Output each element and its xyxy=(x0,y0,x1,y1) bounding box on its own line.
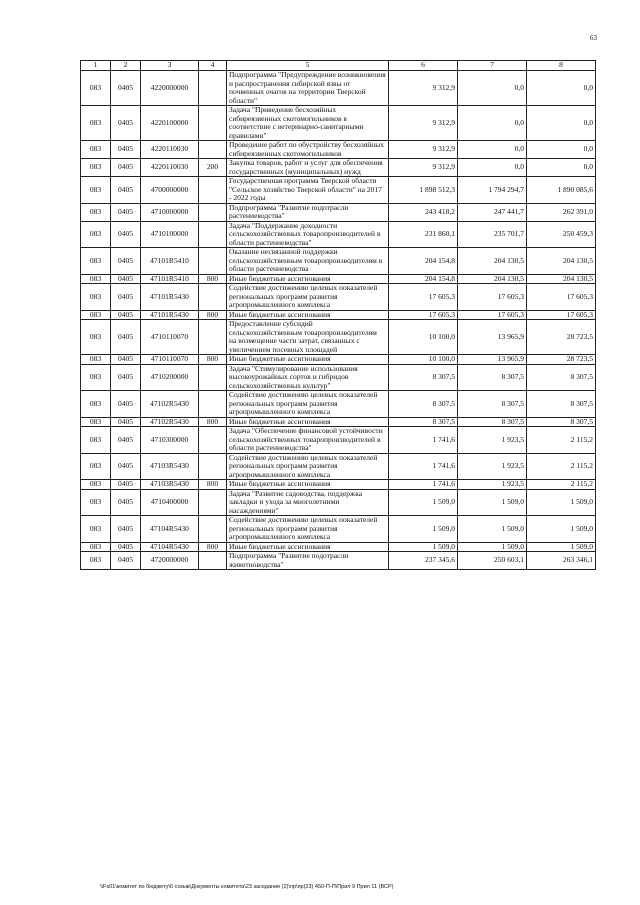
amount-col7-cell: 1 923,5 xyxy=(458,427,527,454)
expense-type-cell xyxy=(199,516,227,543)
ministry-code-cell: 083 xyxy=(81,159,111,177)
column-header-1: 1 xyxy=(81,61,111,71)
ministry-code-cell: 083 xyxy=(81,248,111,275)
description-cell: Содействие достижению целевых показателей региональных программ развития агропромышленного комплекса xyxy=(227,391,389,418)
amount-col8-cell: 0,0 xyxy=(527,106,596,141)
expense-type-cell xyxy=(199,284,227,311)
amount-col6-cell: 17 605,3 xyxy=(389,310,458,320)
ministry-code-cell: 083 xyxy=(81,71,111,106)
target-article-cell: 47101R5410 xyxy=(141,274,199,284)
ministry-code-cell: 083 xyxy=(81,391,111,418)
target-article-cell: 4220000000 xyxy=(141,71,199,106)
table-row xyxy=(81,552,596,570)
amount-col8-cell: 204 130,5 xyxy=(527,248,596,275)
amount-col6-cell: 9 312,9 xyxy=(389,159,458,177)
ministry-code-cell: 083 xyxy=(81,310,111,320)
expense-type-cell xyxy=(199,248,227,275)
table-row xyxy=(81,159,596,177)
amount-col6-cell: 1 741,6 xyxy=(389,453,458,480)
section-code-cell: 0405 xyxy=(111,141,141,159)
amount-col8-cell: 8 307,5 xyxy=(527,364,596,391)
amount-col7-cell: 0,0 xyxy=(458,159,527,177)
description-cell: Подпрограмма "Предупреждение возникновения и распространения сибирской язвы от почвенных очагов на территории Тверской области" xyxy=(227,71,389,106)
expense-type-cell xyxy=(199,453,227,480)
target-article-cell: 4710100000 xyxy=(141,221,199,248)
description-cell: Оказание несвязанной поддержки сельскохозяйственным товаропроизводителям в области растениеводства xyxy=(227,248,389,275)
expense-type-cell xyxy=(199,203,227,221)
ministry-code-cell: 083 xyxy=(81,516,111,543)
amount-col6-cell: 8 307,5 xyxy=(389,364,458,391)
amount-col8-cell: 250 459,3 xyxy=(527,221,596,248)
table-row xyxy=(81,542,596,552)
section-code-cell: 0405 xyxy=(111,274,141,284)
amount-col7-cell: 13 965,9 xyxy=(458,320,527,355)
description-cell: Задача "Поддержание доходности сельскохозяйственных товаропроизводителей в области растениеводства" xyxy=(227,221,389,248)
amount-col8-cell: 0,0 xyxy=(527,71,596,106)
expense-type-cell: 800 xyxy=(199,310,227,320)
amount-col6-cell: 1 509,0 xyxy=(389,516,458,543)
amount-col7-cell: 0,0 xyxy=(458,71,527,106)
amount-col8-cell: 1 890 085,6 xyxy=(527,177,596,204)
description-cell: Иные бюджетные ассигнования xyxy=(227,480,389,490)
description-cell: Содействие достижению целевых показателей региональных программ развития агропромышленного комплекса xyxy=(227,453,389,480)
section-code-cell: 0405 xyxy=(111,177,141,204)
table-row xyxy=(81,177,596,204)
target-article-cell: 4220100000 xyxy=(141,106,199,141)
description-cell: Закупка товаров, работ и услуг для обеспечения государственных (муниципальных) нужд xyxy=(227,159,389,177)
section-code-cell: 0405 xyxy=(111,248,141,275)
expense-type-cell xyxy=(199,489,227,516)
ministry-code-cell: 083 xyxy=(81,284,111,311)
table-row xyxy=(81,310,596,320)
section-code-cell: 0405 xyxy=(111,427,141,454)
target-article-cell: 47102R5430 xyxy=(141,391,199,418)
expense-type-cell: 800 xyxy=(199,542,227,552)
column-header-7: 7 xyxy=(458,61,527,71)
amount-col6-cell: 9 312,9 xyxy=(389,71,458,106)
target-article-cell: 4710110070 xyxy=(141,320,199,355)
section-code-cell: 0405 xyxy=(111,453,141,480)
target-article-cell: 47104R5430 xyxy=(141,542,199,552)
amount-col7-cell: 1 794 294,7 xyxy=(458,177,527,204)
expense-type-cell xyxy=(199,320,227,355)
table-row xyxy=(81,427,596,454)
amount-col6-cell: 9 312,9 xyxy=(389,106,458,141)
ministry-code-cell: 083 xyxy=(81,106,111,141)
ministry-code-cell: 083 xyxy=(81,417,111,427)
table-row xyxy=(81,417,596,427)
amount-col8-cell: 262 391,0 xyxy=(527,203,596,221)
amount-col6-cell: 1 509,0 xyxy=(389,542,458,552)
amount-col6-cell: 9 312,9 xyxy=(389,141,458,159)
amount-col8-cell: 1 509,0 xyxy=(527,516,596,543)
expense-type-cell xyxy=(199,141,227,159)
section-code-cell: 0405 xyxy=(111,320,141,355)
target-article-cell: 47102R5430 xyxy=(141,417,199,427)
description-cell: Подпрограмма "Развитие подотрасли растениеводства" xyxy=(227,203,389,221)
table-row xyxy=(81,106,596,141)
table-row xyxy=(81,141,596,159)
description-cell: Задача "Приведение бесхозяйных сибиреязвенных скотомогильников в соответствие с ветеринарно-санитарными правилами" xyxy=(227,106,389,141)
expense-type-cell xyxy=(199,71,227,106)
amount-col8-cell: 2 115,2 xyxy=(527,480,596,490)
amount-col7-cell: 1 923,5 xyxy=(458,453,527,480)
target-article-cell: 47103R5430 xyxy=(141,453,199,480)
amount-col7-cell: 0,0 xyxy=(458,141,527,159)
amount-col6-cell: 237 345,6 xyxy=(389,552,458,570)
ministry-code-cell: 083 xyxy=(81,489,111,516)
target-article-cell: 47101R5430 xyxy=(141,310,199,320)
expense-type-cell xyxy=(199,391,227,418)
expense-type-cell xyxy=(199,427,227,454)
amount-col7-cell: 1 509,0 xyxy=(458,516,527,543)
amount-col7-cell: 8 307,5 xyxy=(458,391,527,418)
column-header-3: 3 xyxy=(141,61,199,71)
column-header-4: 4 xyxy=(199,61,227,71)
ministry-code-cell: 083 xyxy=(81,221,111,248)
amount-col8-cell: 0,0 xyxy=(527,141,596,159)
amount-col6-cell: 243 418,2 xyxy=(389,203,458,221)
page-number: 63 xyxy=(590,34,597,42)
amount-col7-cell: 13 965,9 xyxy=(458,355,527,365)
description-cell: Иные бюджетные ассигнования xyxy=(227,417,389,427)
section-code-cell: 0405 xyxy=(111,310,141,320)
amount-col7-cell: 247 441,7 xyxy=(458,203,527,221)
description-cell: Задача "Обеспечение финансовой устойчивости сельскохозяйственных товаропроизводителей в области растениеводства" xyxy=(227,427,389,454)
table-row xyxy=(81,516,596,543)
description-cell: Иные бюджетные ассигнования xyxy=(227,310,389,320)
target-article-cell: 47104R5430 xyxy=(141,516,199,543)
ministry-code-cell: 083 xyxy=(81,453,111,480)
amount-col8-cell: 0,0 xyxy=(527,159,596,177)
amount-col6-cell: 10 100,0 xyxy=(389,320,458,355)
target-article-cell: 4710200000 xyxy=(141,364,199,391)
description-cell: Задача "Стимулирование использования высокоурожайных сортов и гибридов сельскохозяйственных культур" xyxy=(227,364,389,391)
table-row xyxy=(81,221,596,248)
amount-col7-cell: 17 605,3 xyxy=(458,310,527,320)
amount-col7-cell: 235 701,7 xyxy=(458,221,527,248)
description-cell: Подпрограмма "Развитие подотрасли животноводства" xyxy=(227,552,389,570)
description-cell: Содействие достижению целевых показателей региональных программ развития агропромышленного комплекса xyxy=(227,516,389,543)
amount-col8-cell: 8 307,5 xyxy=(527,391,596,418)
column-header-2: 2 xyxy=(111,61,141,71)
amount-col6-cell: 8 307,5 xyxy=(389,417,458,427)
table-row xyxy=(81,391,596,418)
target-article-cell: 4700000000 xyxy=(141,177,199,204)
section-code-cell: 0405 xyxy=(111,489,141,516)
target-article-cell: 4710400000 xyxy=(141,489,199,516)
amount-col8-cell: 28 723,5 xyxy=(527,355,596,365)
description-cell: Иные бюджетные ассигнования xyxy=(227,355,389,365)
table-row xyxy=(81,71,596,106)
column-header-8: 8 xyxy=(527,61,596,71)
ministry-code-cell: 083 xyxy=(81,427,111,454)
amount-col7-cell: 1 923,5 xyxy=(458,480,527,490)
amount-col7-cell: 0,0 xyxy=(458,106,527,141)
expense-type-cell xyxy=(199,221,227,248)
amount-col8-cell: 17 605,3 xyxy=(527,284,596,311)
table-header-row xyxy=(81,61,596,71)
amount-col6-cell: 1 741,6 xyxy=(389,427,458,454)
section-code-cell: 0405 xyxy=(111,542,141,552)
table-row xyxy=(81,284,596,311)
ministry-code-cell: 083 xyxy=(81,542,111,552)
amount-col6-cell: 10 100,0 xyxy=(389,355,458,365)
expense-type-cell: 800 xyxy=(199,274,227,284)
amount-col7-cell: 204 130,5 xyxy=(458,274,527,284)
amount-col7-cell: 8 307,5 xyxy=(458,417,527,427)
section-code-cell: 0405 xyxy=(111,203,141,221)
amount-col7-cell: 1 509,0 xyxy=(458,489,527,516)
expense-type-cell xyxy=(199,552,227,570)
target-article-cell: 4720000000 xyxy=(141,552,199,570)
table-body xyxy=(81,71,596,570)
ministry-code-cell: 083 xyxy=(81,552,111,570)
expense-type-cell: 200 xyxy=(199,159,227,177)
description-cell: Содействие достижению целевых показателей региональных программ развития агропромышленного комплекса xyxy=(227,284,389,311)
target-article-cell: 4710110070 xyxy=(141,355,199,365)
amount-col8-cell: 204 130,5 xyxy=(527,274,596,284)
target-article-cell: 47103R5430 xyxy=(141,480,199,490)
ministry-code-cell: 083 xyxy=(81,177,111,204)
section-code-cell: 0405 xyxy=(111,106,141,141)
amount-col8-cell: 28 723,5 xyxy=(527,320,596,355)
table-row xyxy=(81,489,596,516)
amount-col6-cell: 1 741,6 xyxy=(389,480,458,490)
amount-col8-cell: 1 509,0 xyxy=(527,489,596,516)
section-code-cell: 0405 xyxy=(111,417,141,427)
expense-type-cell xyxy=(199,177,227,204)
table-row xyxy=(81,320,596,355)
amount-col6-cell: 17 605,3 xyxy=(389,284,458,311)
table-row xyxy=(81,364,596,391)
section-code-cell: 0405 xyxy=(111,71,141,106)
amount-col7-cell: 204 130,5 xyxy=(458,248,527,275)
target-article-cell: 47101R5430 xyxy=(141,284,199,311)
amount-col6-cell: 8 307,5 xyxy=(389,391,458,418)
amount-col8-cell: 17 605,3 xyxy=(527,310,596,320)
expense-type-cell: 800 xyxy=(199,417,227,427)
amount-col6-cell: 204 154,8 xyxy=(389,274,458,284)
section-code-cell: 0405 xyxy=(111,355,141,365)
section-code-cell: 0405 xyxy=(111,552,141,570)
description-cell: Иные бюджетные ассигнования xyxy=(227,542,389,552)
amount-col6-cell: 1 509,0 xyxy=(389,489,458,516)
amount-col6-cell: 1 898 512,3 xyxy=(389,177,458,204)
ministry-code-cell: 083 xyxy=(81,364,111,391)
amount-col7-cell: 17 605,3 xyxy=(458,284,527,311)
target-article-cell: 4710300000 xyxy=(141,427,199,454)
amount-col7-cell: 1 509,0 xyxy=(458,542,527,552)
section-code-cell: 0405 xyxy=(111,391,141,418)
target-article-cell: 4220110030 xyxy=(141,141,199,159)
amount-col7-cell: 8 307,5 xyxy=(458,364,527,391)
amount-col8-cell: 2 115,2 xyxy=(527,427,596,454)
ministry-code-cell: 083 xyxy=(81,480,111,490)
section-code-cell: 0405 xyxy=(111,480,141,490)
ministry-code-cell: 083 xyxy=(81,203,111,221)
ministry-code-cell: 083 xyxy=(81,320,111,355)
amount-col6-cell: 204 154,8 xyxy=(389,248,458,275)
section-code-cell: 0405 xyxy=(111,221,141,248)
amount-col8-cell: 263 346,1 xyxy=(527,552,596,570)
column-header-6: 6 xyxy=(389,61,458,71)
table-row xyxy=(81,274,596,284)
target-article-cell: 47101R5410 xyxy=(141,248,199,275)
section-code-cell: 0405 xyxy=(111,159,141,177)
table-row xyxy=(81,453,596,480)
expense-type-cell: 800 xyxy=(199,480,227,490)
ministry-code-cell: 083 xyxy=(81,141,111,159)
description-cell: Проведение работ по обустройству бесхозяйных сибиреязвенных скотомогильников xyxy=(227,141,389,159)
section-code-cell: 0405 xyxy=(111,364,141,391)
section-code-cell: 0405 xyxy=(111,516,141,543)
ministry-code-cell: 083 xyxy=(81,274,111,284)
table-row xyxy=(81,203,596,221)
description-cell: Иные бюджетные ассигнования xyxy=(227,274,389,284)
file-path-footer: \\Fs01\комитет по бюджету\6 созыв\Документы комитета\23 заседание (2)\пр\пр(23) 450-П-П\Прил 9 Прил 11 (ВСР) xyxy=(100,884,394,890)
table-row xyxy=(81,480,596,490)
amount-col7-cell: 250 603,1 xyxy=(458,552,527,570)
expense-type-cell xyxy=(199,364,227,391)
budget-table xyxy=(80,60,596,570)
description-cell: Предоставление субсидий сельскохозяйственным товаропроизводителям на возмещение части затрат, связанных с увеличением посевных площадей xyxy=(227,320,389,355)
description-cell: Задача "Развитие садоводства, поддержка закладки и ухода за многолетними насаждениями" xyxy=(227,489,389,516)
table-row xyxy=(81,355,596,365)
amount-col8-cell: 1 509,0 xyxy=(527,542,596,552)
amount-col6-cell: 231 860,1 xyxy=(389,221,458,248)
table-row xyxy=(81,248,596,275)
description-cell: Государственная программа Тверской области "Сельское хозяйство Тверской области" на 2017 - 2022 годы xyxy=(227,177,389,204)
amount-col8-cell: 8 307,5 xyxy=(527,417,596,427)
section-code-cell: 0405 xyxy=(111,284,141,311)
column-header-5: 5 xyxy=(227,61,389,71)
expense-type-cell: 800 xyxy=(199,355,227,365)
target-article-cell: 4220110030 xyxy=(141,159,199,177)
expense-type-cell xyxy=(199,106,227,141)
target-article-cell: 4710000000 xyxy=(141,203,199,221)
ministry-code-cell: 083 xyxy=(81,355,111,365)
amount-col8-cell: 2 115,2 xyxy=(527,453,596,480)
